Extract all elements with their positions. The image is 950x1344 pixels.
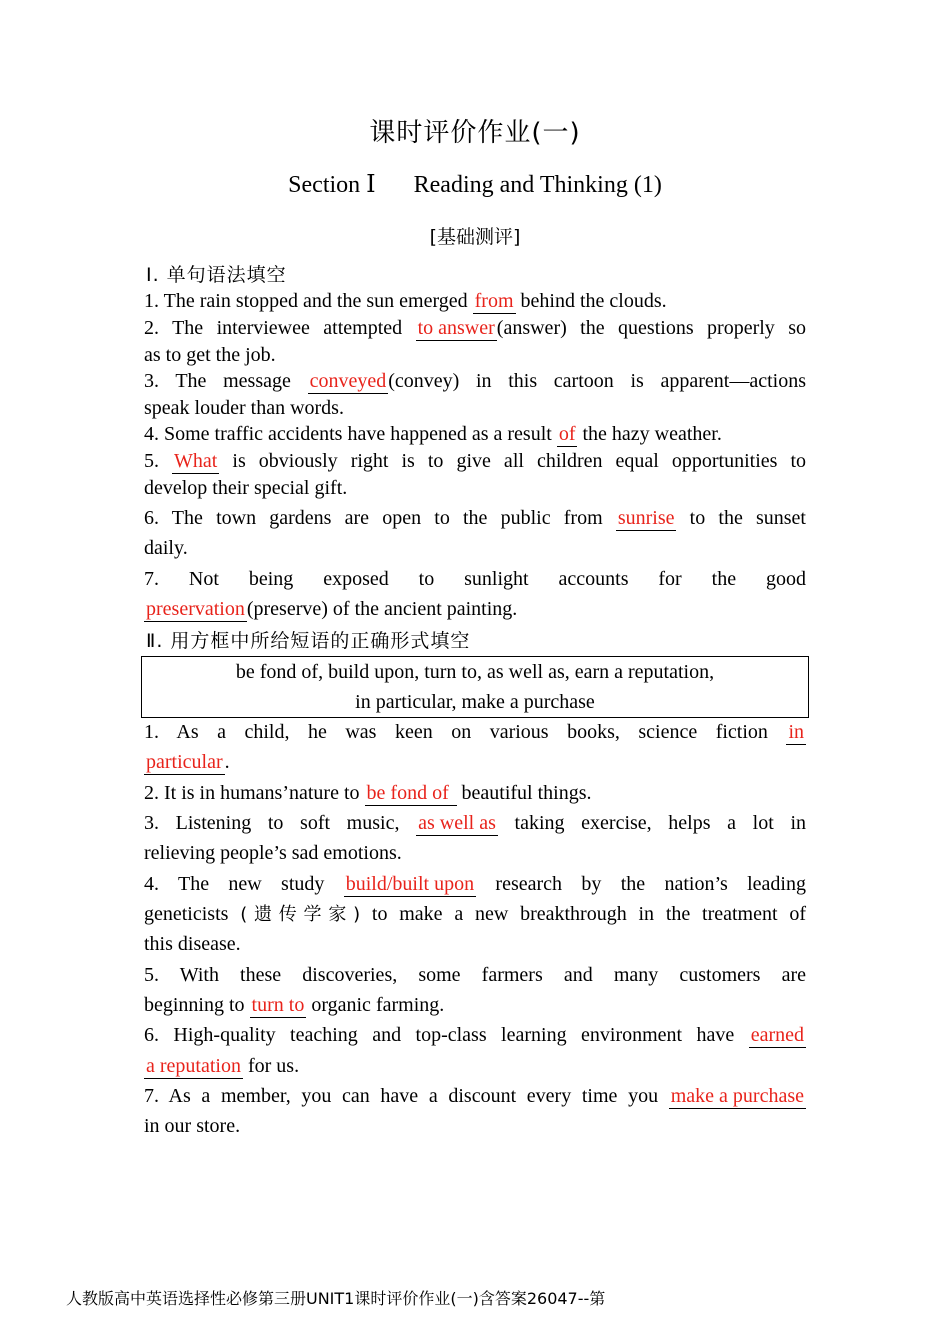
part1-item-2: 2. The interviewee attempted to answer (answer) the questions properly so bbox=[144, 317, 806, 339]
part2-item-6-cont: a reputation for us. bbox=[146, 1055, 300, 1077]
part2-item-4-cont: geneticists (遗传学家) to make a new breakthrough in the treatment of bbox=[144, 903, 806, 925]
answer: of bbox=[558, 423, 576, 445]
part1-item-4: 4. Some traffic accidents have happened as a result of the hazy weather. bbox=[144, 423, 722, 445]
answer: in bbox=[788, 721, 804, 743]
part2-item-5: 5. With these discoveries, some farmers and many customers are bbox=[144, 964, 806, 986]
answer: preservation bbox=[146, 598, 245, 620]
part2-item-7-cont: in our store. bbox=[144, 1115, 241, 1137]
part1-item-7: 7. Not being exposed to sunlight accounts for the good bbox=[144, 568, 806, 590]
section-topic: Reading and Thinking (1) bbox=[413, 172, 662, 198]
answer: from bbox=[474, 290, 514, 312]
answer: What bbox=[174, 450, 218, 472]
footer-text: 人教版高中英语选择性必修第三册UNIT1课时评价作业(一)含答案26047--第 bbox=[66, 1289, 606, 1308]
part2-item-7: 7. As a member, you can have a discount every time you make a purchase bbox=[144, 1085, 804, 1107]
part2-item-5-cont: beginning to turn to organic farming. bbox=[144, 994, 445, 1016]
part2-item-2: 2. It is in humans’nature to be fond of beautiful things. bbox=[144, 782, 592, 804]
phrase-box-line-1: be fond of, build upon, turn to, as well as, earn a reputation, bbox=[235, 661, 715, 683]
part1-item-6: 6. The town gardens are open to the public from sunrise to the sunset bbox=[144, 507, 806, 529]
part2-heading: Ⅱ. 用方框中所给短语的正确形式填空 bbox=[146, 630, 471, 652]
answer: build/built upon bbox=[345, 873, 475, 895]
part2-item-1-cont: particular . bbox=[146, 751, 230, 773]
answer: to answer bbox=[417, 317, 495, 339]
phrase-box-line-2: in particular, make a purchase bbox=[355, 691, 595, 713]
page-title: 课时评价作业(一) bbox=[369, 118, 581, 148]
part2-item-4: 4. The new study build/built upon research by the nation’s leading bbox=[144, 873, 806, 895]
part1-item-6-cont: daily. bbox=[144, 537, 188, 559]
part1-item-5-cont: develop their special gift. bbox=[144, 477, 348, 499]
answer: make a purchase bbox=[670, 1085, 804, 1107]
part1-heading: Ⅰ. 单句语法填空 bbox=[146, 264, 287, 286]
answer: particular bbox=[146, 751, 223, 773]
part1-item-5: 5. What is obviously right is to give all children equal opportunities to bbox=[144, 450, 807, 472]
part2-item-4-cont2: this disease. bbox=[144, 933, 241, 955]
answer: a reputation bbox=[146, 1055, 241, 1077]
part2-item-3-cont: relieving people’s sad emotions. bbox=[144, 842, 402, 864]
answer: be fond of bbox=[365, 781, 457, 806]
assessment-label: [基础测评] bbox=[429, 226, 521, 248]
part1-item-7-cont: preservation (preserve) of the ancient painting. bbox=[146, 598, 518, 620]
part1-item-2-cont: as to get the job. bbox=[144, 344, 276, 366]
section-heading bbox=[0, 170, 950, 199]
part2-item-1: 1. As a child, he was keen on various books, science fiction in bbox=[144, 721, 804, 743]
answer: sunrise bbox=[617, 507, 675, 529]
answer: earned bbox=[750, 1024, 804, 1046]
part1-item-1: 1. The rain stopped and the sun emerged from behind the clouds. bbox=[144, 290, 667, 312]
answer: as well as bbox=[418, 812, 496, 834]
part1-item-3-cont: speak louder than words. bbox=[144, 397, 344, 419]
part2-item-6: 6. High-quality teaching and top-class learning environment have earned bbox=[144, 1024, 804, 1046]
phrase-box bbox=[141, 656, 809, 718]
part2-item-3: 3. Listening to soft music, as well as taking exercise, helps a lot in bbox=[144, 812, 806, 834]
part1-item-3: 3. The message conveyed (convey) in this cartoon is apparent—actions bbox=[144, 370, 806, 392]
section-name: Section Ⅰ bbox=[288, 172, 376, 198]
answer: turn to bbox=[251, 994, 305, 1016]
answer: conveyed bbox=[309, 370, 387, 392]
